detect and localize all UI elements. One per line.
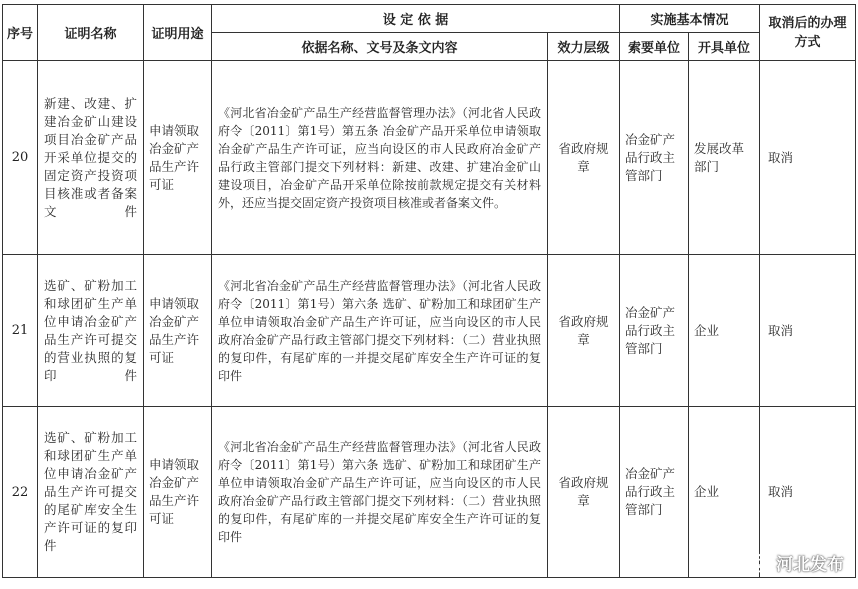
table-row [3, 61, 856, 255]
header-impl-group: 实施基本情况 [620, 5, 760, 33]
header-requester: 索要单位 [620, 33, 689, 61]
handling-method: 取消 [768, 322, 794, 338]
issuer-unit: 企业 [694, 322, 720, 338]
certificate-purpose: 申请领取冶金矿产品生产许可证 [149, 457, 200, 526]
header-issuer: 开具单位 [689, 33, 760, 61]
header-basis-doc: 依据名称、文号及条文内容 [212, 33, 548, 61]
header-method: 取消后的办理方式 [760, 5, 856, 61]
basis-text: 《河北省冶金矿产品生产经营监督管理办法》（河北省人民政府令〔2011〕第1号）第五条 冶金矿产品开采单位申请领取冶金矿产品生产许可证，应当向设区的市人民政府冶金矿产品行政主管部门提交下列材料：新建、改建、扩建冶金矿山建设项目，冶金矿产品开采单位除按前款规定提交有关材料外，还应当提交固定资产投资项目核准或者备案文件。 [218, 105, 541, 210]
effect-level: 省政府规章 [558, 475, 609, 508]
requester-unit: 冶金矿产品行政主管部门 [625, 131, 676, 183]
wechat-icon [744, 552, 770, 574]
basis-text: 《河北省冶金矿产品生产经营监督管理办法》（河北省人民政府令〔2011〕第1号）第六条 选矿、矿粉加工和球团矿生产单位申请领取冶金矿产品生产许可证，应当向设区的市人民政府冶金矿产品行政主管部门提交下列材料：（二）营业执照的复印件，有尾矿库的一并提交尾矿库安全生产许可证的复印件 [218, 278, 541, 383]
certificate-name: 新建、改建、扩建冶金矿山建设项目冶金矿产品开采单位提交的固定资产投资项目核准或者备案文件 [44, 95, 137, 219]
row-number: 22 [3, 407, 38, 578]
issuer-unit: 发展改革部门 [694, 140, 745, 174]
watermark [744, 550, 844, 575]
header-purpose: 证明用途 [144, 5, 212, 61]
handling-method: 取消 [768, 484, 794, 499]
basis-text: 《河北省冶金矿产品生产经营监督管理办法》（河北省人民政府令〔2011〕第1号）第六条 选矿、矿粉加工和球团矿生产单位申请领取冶金矿产品生产许可证，应当向设区的市人民政府冶金矿产品行政主管部门提交下列材料：（二）营业执照的复印件，有尾矿库的一并提交尾矿库安全生产许可证的复印件 [218, 440, 541, 544]
watermark-text: 河北发布 [776, 555, 844, 575]
effect-level: 省政府规章 [558, 140, 609, 174]
handling-method: 取消 [768, 149, 794, 165]
certificate-purpose: 申请领取冶金矿产品生产许可证 [149, 122, 200, 192]
certificate-name: 选矿、矿粉加工和球团矿生产单位申请冶金矿产品生产许可提交的营业执照的复印件 [44, 277, 137, 383]
header-seq: 序号 [3, 5, 38, 61]
certificate-name: 选矿、矿粉加工和球团矿生产单位申请冶金矿产品生产许可提交的尾矿库安全生产许可证的复印件 [44, 430, 137, 553]
requester-unit: 冶金矿产品行政主管部门 [625, 466, 676, 517]
certificate-table [2, 4, 856, 578]
table-row [3, 255, 856, 407]
table-row [3, 407, 856, 578]
requester-unit: 冶金矿产品行政主管部门 [625, 304, 676, 356]
effect-level: 省政府规章 [558, 313, 609, 347]
certificate-purpose: 申请领取冶金矿产品生产许可证 [149, 295, 200, 365]
issuer-unit: 企业 [694, 484, 720, 499]
row-number: 20 [3, 61, 38, 255]
header-level: 效力层级 [548, 33, 620, 61]
row-number: 21 [3, 255, 38, 407]
header-name: 证明名称 [38, 5, 144, 61]
header-basis-group: 设 定 依 据 [212, 5, 620, 33]
